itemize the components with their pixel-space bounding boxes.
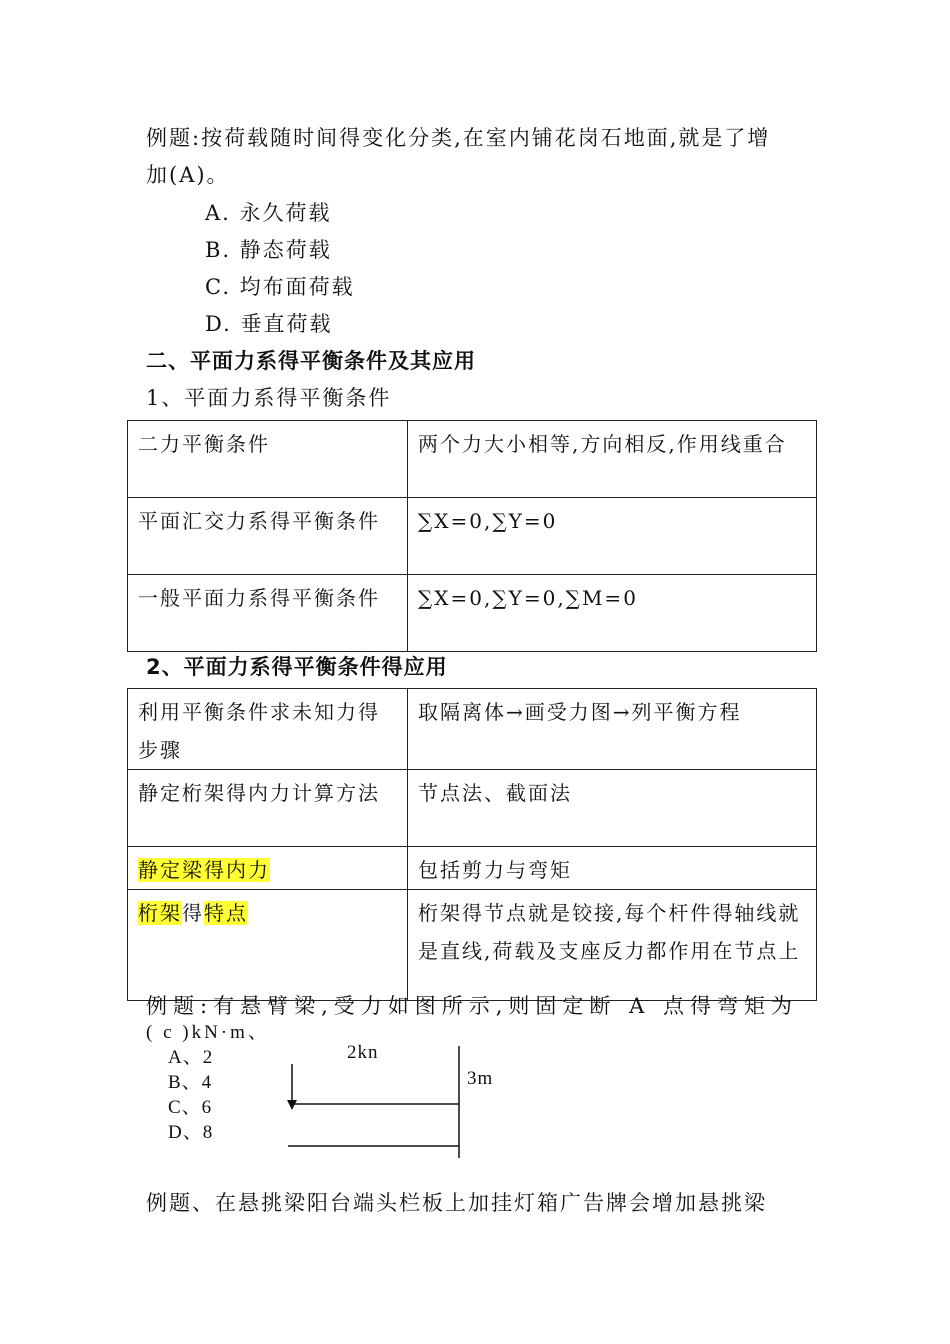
highlighted-text: 桁架	[138, 901, 182, 925]
example2-option-a: A、2	[168, 1047, 214, 1068]
table-row	[128, 575, 817, 652]
example2-question-line1: 例题:有悬臂梁,受力如图所示,则固定断 A 点得弯矩为	[146, 994, 798, 1018]
table-row	[128, 770, 817, 847]
subsection1-title: 1、平面力系得平衡条件	[146, 386, 392, 410]
example2-option-b: B、4	[168, 1072, 213, 1093]
application-table	[127, 688, 817, 1001]
example2-option-d: D、8	[168, 1122, 214, 1143]
table-cell: ∑X=0,∑Y=0	[408, 498, 817, 575]
table-row	[128, 847, 817, 890]
table-cell: 包括剪力与弯矩	[408, 847, 817, 890]
length-label: 3m	[467, 1068, 494, 1089]
example1-option-b: B. 静态荷载	[205, 238, 332, 262]
section-heading: 二、平面力系得平衡条件及其应用	[146, 349, 476, 373]
table-row	[128, 890, 817, 1001]
table-cell: 桁架得节点就是铰接,每个杆件得轴线就是直线,荷载及支座反力都作用在节点上	[408, 890, 817, 1001]
subsection2-title: 2、平面力系得平衡条件得应用	[146, 655, 448, 679]
load-arrow-head	[287, 1100, 297, 1110]
table-row	[128, 421, 817, 498]
table-cell	[128, 890, 408, 1001]
table-cell: 节点法、截面法	[408, 770, 817, 847]
load-label: 2kn	[347, 1042, 379, 1063]
example1-question-line1: 例题:按荷载随时间得变化分类,在室内铺花岗石地面,就是了增	[146, 126, 771, 150]
table-row	[128, 689, 817, 770]
table-cell: 一般平面力系得平衡条件	[128, 575, 408, 652]
equilibrium-conditions-table	[127, 420, 817, 652]
example1-option-d: D. 垂直荷载	[205, 312, 333, 336]
example1-option-a: A. 永久荷载	[205, 201, 332, 225]
example1-question-line2: 加(A)。	[146, 163, 230, 187]
example2-option-c: C、6	[168, 1097, 213, 1118]
example1-option-c: C. 均布面荷载	[205, 275, 355, 299]
table-cell: 利用平衡条件求未知力得步骤	[128, 689, 408, 770]
table-row	[128, 498, 817, 575]
example3-text: 例题、在悬挑梁阳台端头栏板上加挂灯箱广告牌会增加悬挑梁	[146, 1191, 767, 1215]
table-cell: ∑X=0,∑Y=0,∑M=0	[408, 575, 817, 652]
example2-question-line2: ( c )kN·m、	[146, 1022, 270, 1043]
highlighted-text: 特点	[204, 901, 248, 925]
table-cell: 二力平衡条件	[128, 421, 408, 498]
table-cell: 静定桁架得内力计算方法	[128, 770, 408, 847]
table-cell: 两个力大小相等,方向相反,作用线重合	[408, 421, 817, 498]
cantilever-beam-diagram	[280, 1040, 470, 1165]
highlighted-text: 静定梁得内力	[138, 858, 270, 882]
cell-text: 得	[182, 901, 204, 925]
table-cell	[128, 847, 408, 890]
table-cell: 平面汇交力系得平衡条件	[128, 498, 408, 575]
table-cell: 取隔离体→画受力图→列平衡方程	[408, 689, 817, 770]
